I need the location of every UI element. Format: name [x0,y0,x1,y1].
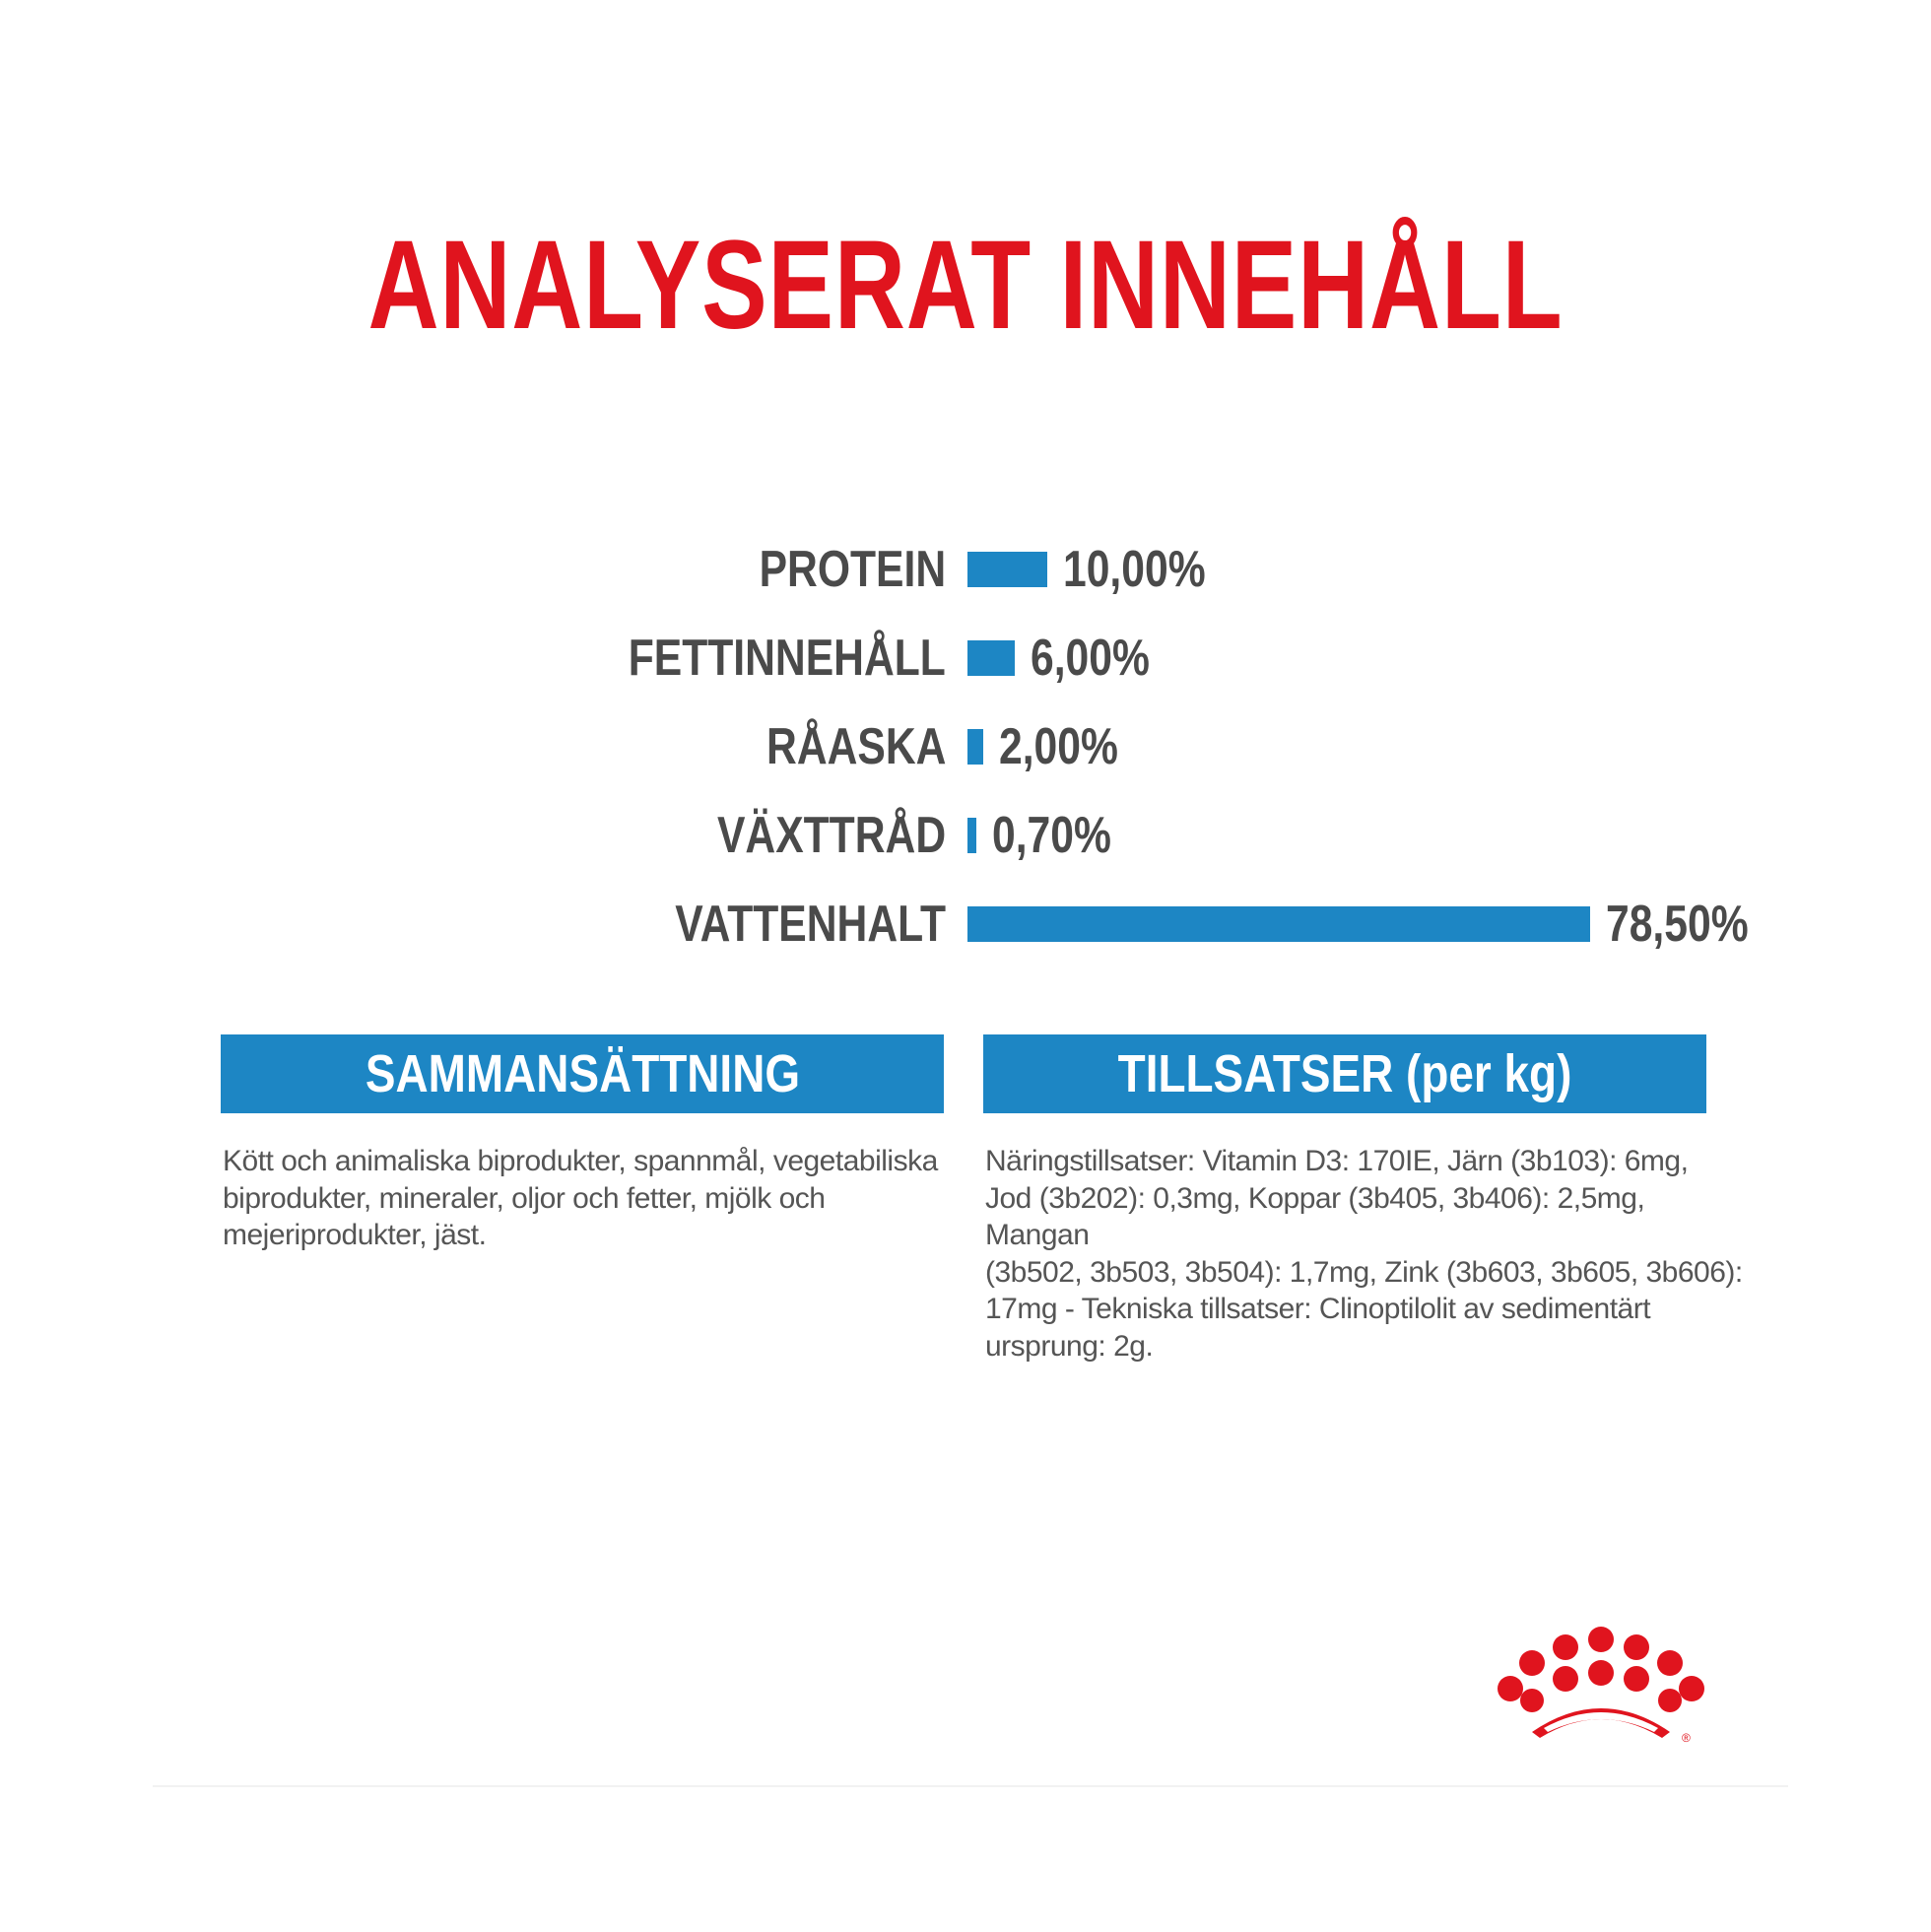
composition-text [223,1143,971,1254]
value-label: 6,00% [1031,630,1150,687]
additives-line: Jod (3b202): 0,3mg, Koppar (3b405, 3b406): 2,5mg, Mangan [985,1181,1645,1251]
bar [967,818,976,853]
bar [967,552,1047,587]
category-label: PROTEIN [759,541,946,598]
royal-canin-crown-logo [1493,1626,1709,1746]
category-label: VÄXTTRÅD [716,807,946,864]
bar [967,729,983,765]
additives-line: ursprung: 2g. [985,1329,1154,1363]
value-label: 10,00% [1063,541,1206,598]
additives-heading-box [983,1034,1706,1113]
additives-line: (3b502, 3b503, 3b504): 1,7mg, Zink (3b603, 3b605, 3b606): [985,1255,1743,1289]
additives-line: Näringstillsatser: Vitamin D3: 170IE, Järn (3b103): 6mg, [985,1145,1689,1177]
chart-row [0,540,1931,599]
additives-heading: TILLSATSER (per kg) [1117,1044,1572,1103]
value-label: 0,70% [992,807,1111,864]
chart-row [0,717,1931,776]
chart-row [0,629,1931,688]
composition-line: mejeriprodukter, jäst. [223,1219,487,1251]
page-title: ANALYSERAT INNEHÅLL [367,215,1564,356]
bar [967,906,1590,942]
composition-heading-box [221,1034,944,1113]
additives-text [985,1143,1754,1365]
additives-line: 17mg - Tekniska tillsatser: Clinoptilolit av sedimentärt [985,1293,1651,1325]
category-label: RÅASKA [766,718,946,775]
bar [967,640,1015,676]
chart-row [0,895,1931,954]
divider [153,1785,1788,1787]
composition-line: Kött och animaliska biprodukter, spannmål, vegetabiliska [223,1145,938,1177]
chart-row [0,806,1931,865]
registered-mark: ® [1682,1731,1691,1745]
category-label: VATTENHALT [675,896,946,953]
category-label: FETTINNEHÅLL [628,630,946,687]
composition-heading: SAMMANSÄTTNING [365,1044,800,1103]
value-label: 2,00% [999,718,1118,775]
composition-line: biprodukter, mineraler, oljor och fetter, mjölk och [223,1181,826,1215]
value-label: 78,50% [1606,896,1749,953]
